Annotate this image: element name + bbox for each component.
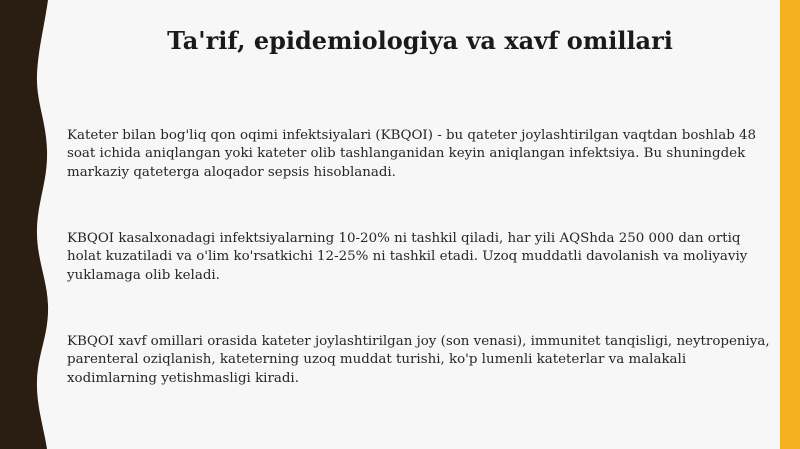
risk-factors-paragraph: KBQOI xavf omillari orasida kateter joylashtirilgan joy (son venasi), immunitet tanqisligi, neytropeniya, parenteral oziqlanish, kateterning uzoq muddat turishi, ko'p lumenli kateterlar va malakali xodimlarning yetishmasligi kiradi. xyxy=(67,334,770,386)
definition-paragraph: Kateter bilan bog'liq qon oqimi infektsiyalari (KBQOI) - bu qateter joylashtirilgan vaqtdan boshlab 48 soat ichida aniqlangan yoki kateter olib tashlanganidan keyin aniqlangan infektsiya. Bu shuningdek markaziy qateterga aloqador sepsis hisoblanadi. xyxy=(67,128,757,180)
right-accent-bar xyxy=(780,0,800,449)
left-decorative-band xyxy=(0,0,60,449)
slide-title: Ta'rif, epidemiologiya va xavf omillari xyxy=(167,26,673,55)
epidemiology-paragraph: KBQOI kasalxonadagi infektsiyalarning 10-20% ni tashkil qiladi, har yili AQShda 250 000 dan ortiq holat kuzatiladi va o'lim ko'rsatkichi 12-25% ni tashkil etadi. Uzoq muddatli davolanish va moliyaviy yuklamaga olib keladi. xyxy=(67,231,748,283)
left-band-shape xyxy=(0,0,48,449)
